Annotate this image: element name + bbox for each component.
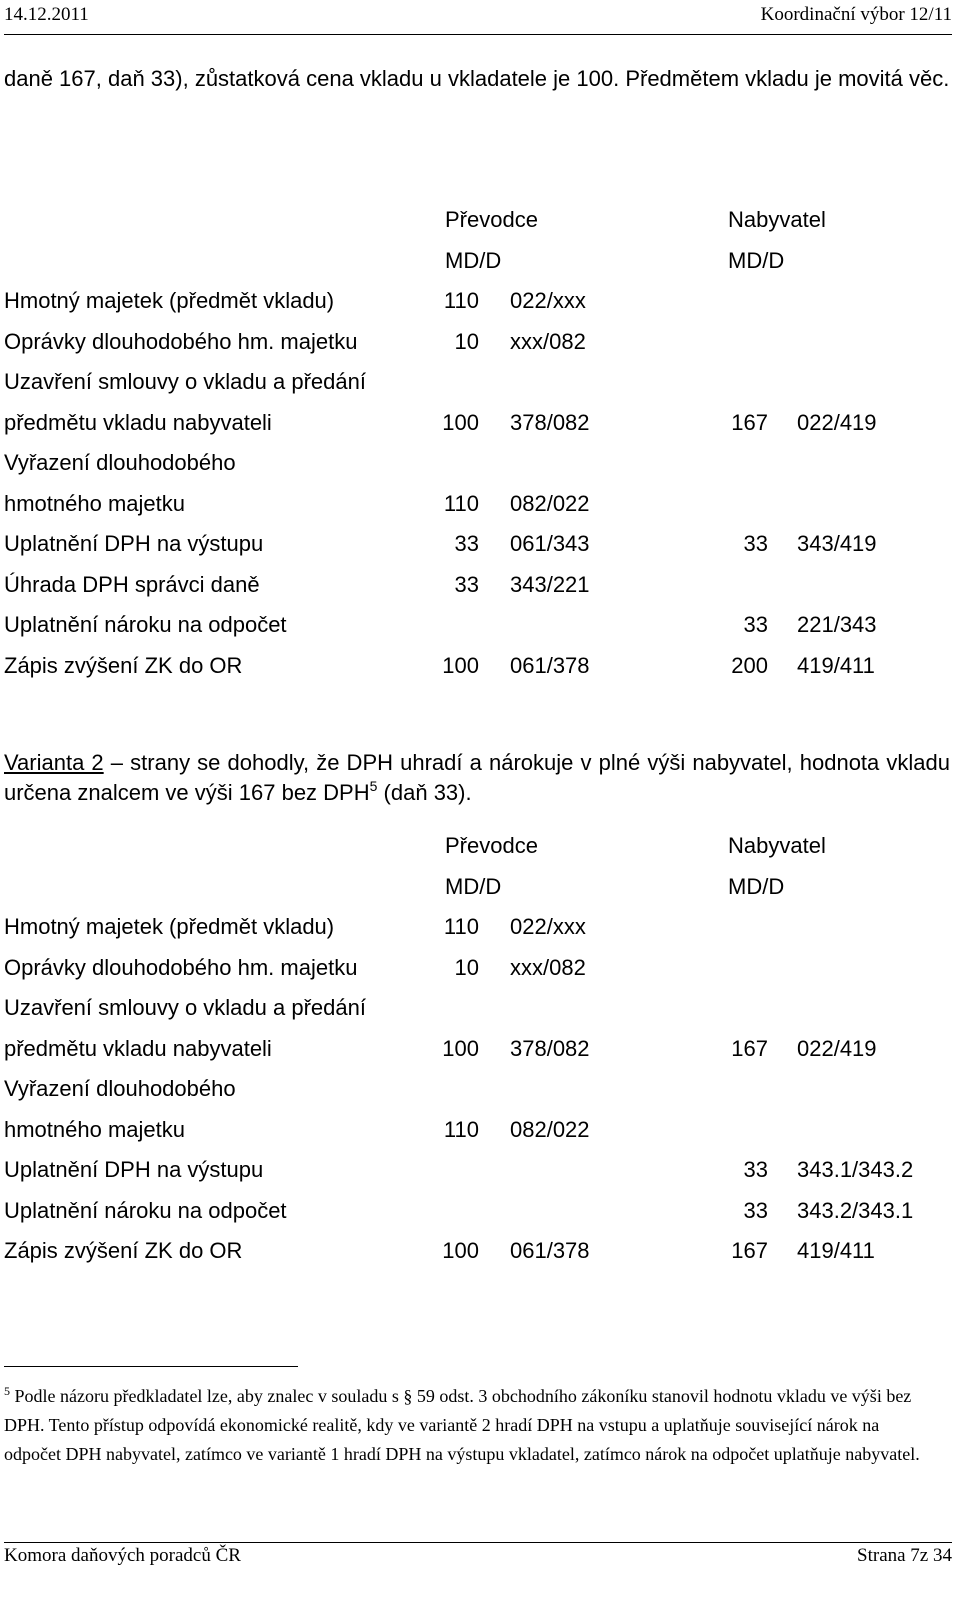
column-header-transferor: Převodce [445,207,538,232]
table-row [0,1029,960,1069]
row-label: Hmotný majetek (předmět vkladu) [4,914,335,939]
table-row [0,484,960,524]
transferor-amount: 100 [442,409,479,435]
column-subheader-md-d: MD/D [728,247,785,273]
row-label: hmotného majetku [4,490,185,516]
acquirer-amount: 167 [731,409,768,435]
transferor-accounts: 061/378 [510,1238,590,1263]
variant-2-text: – strany se dohodly, že DPH uhradí a nárokuje v plné výši nabyvatel, hodnota vkladu určena znalcem ve výši 167 bez DPH [4,750,950,805]
table-row [0,1231,960,1271]
acquirer-amount: 167 [731,1035,768,1061]
row-label: Oprávky dlouhodobého hm. majetku [4,328,358,354]
column-subheader-md-d: MD/D [445,873,502,899]
row-label: Uzavření smlouvy o vkladu a předání [4,369,366,394]
row-label: předmětu vkladu nabyvateli [4,409,272,435]
header-divider [4,34,952,35]
transferor-amount: 33 [454,571,479,597]
transferor-amount: 100 [442,1035,479,1061]
footnote [4,1382,934,1469]
transferor-accounts: 082/022 [510,490,590,516]
table-row [0,605,960,645]
table-row [0,443,960,483]
header-date: 14.12.2011 [4,4,89,25]
table-subheader-row [0,867,960,907]
acquirer-accounts: 022/419 [797,1035,877,1061]
row-label: Zápis zvýšení ZK do OR [4,1238,243,1263]
transferor-amount: 33 [454,531,479,556]
table-header-row [0,826,960,866]
footnote-divider [4,1366,298,1367]
table-row [0,1110,960,1150]
transferor-accounts: 061/378 [510,652,590,678]
footer-page-number: Strana 7z 34 [857,1545,952,1566]
table-row [0,988,960,1028]
acquirer-accounts: 419/411 [797,652,875,678]
transferor-accounts: 061/343 [510,531,590,556]
row-label: předmětu vkladu nabyvateli [4,1035,272,1061]
footer-organization: Komora daňových poradců ČR [4,1545,241,1566]
transferor-amount: 110 [443,1116,479,1142]
acquirer-amount: 200 [731,652,768,678]
transferor-amount: 100 [442,1238,479,1263]
transferor-amount: 110 [443,490,479,516]
row-label: Hmotný majetek (předmět vkladu) [4,288,335,313]
footnote-text: Podle názoru předkladatel lze, aby znalec v souladu s § 59 odst. 3 obchodního zákoníku stanovil hodnotu vkladu ve výši bez DPH. Tento přístup odpovídá ekonomické realitě, kdy ve variantě 2 hradí DPH na vstupu a uplatňuje související nárok na odpočet DPH nabyvatel, zatímco ve variantě 1 hradí DPH na výstupu vkladatel, zatímco nárok na odpočet uplatňuje nabyvatel. [4,1386,920,1464]
variant-2-label: Varianta 2 [4,750,104,775]
table-row [0,362,960,402]
acquirer-accounts: 343.1/343.2 [797,1157,914,1182]
table-row [0,524,960,564]
table-row [0,646,960,686]
row-label: Zápis zvýšení ZK do OR [4,652,243,678]
row-label: Uplatnění nároku na odpočet [4,612,287,637]
column-subheader-md-d: MD/D [728,873,785,899]
acquirer-accounts: 022/419 [797,409,877,435]
transferor-amount: 10 [454,328,479,354]
column-header-transferor: Převodce [445,833,538,858]
row-label: Oprávky dlouhodobého hm. majetku [4,954,358,980]
table-row [0,1191,960,1231]
column-header-acquirer: Nabyvatel [728,207,826,232]
table-header-row [0,200,960,240]
table-subheader-row [0,241,960,281]
variant-2-paragraph [4,748,950,808]
row-label: Vyřazení dlouhodobého [4,450,236,475]
acquirer-amount: 33 [743,1197,768,1223]
row-label: Vyřazení dlouhodobého [4,1076,236,1101]
transferor-accounts: 022/xxx [510,288,586,313]
transferor-accounts: xxx/082 [510,328,586,354]
table-row [0,565,960,605]
transferor-accounts: 378/082 [510,409,590,435]
transferor-amount: 100 [442,652,479,678]
table-row [0,281,960,321]
acquirer-accounts: 419/411 [797,1238,875,1263]
row-label: hmotného majetku [4,1116,185,1142]
column-subheader-md-d: MD/D [445,247,502,273]
row-label: Uplatnění DPH na výstupu [4,531,264,556]
table-row [0,948,960,988]
row-label: Uzavření smlouvy o vkladu a předání [4,995,366,1020]
transferor-accounts: 082/022 [510,1116,590,1142]
acquirer-amount: 167 [731,1238,768,1263]
transferor-accounts: 343/221 [510,571,590,597]
variant-2-text-end: (daň 33). [383,780,472,805]
transferor-amount: 10 [454,954,479,980]
transferor-amount: 110 [443,288,479,313]
acquirer-amount: 33 [743,1157,768,1182]
transferor-amount: 110 [443,914,479,939]
acquirer-amount: 33 [743,531,768,556]
acquirer-accounts: 343.2/343.1 [797,1197,914,1223]
row-label: Úhrada DPH správci daně [4,571,260,597]
table-row [0,907,960,947]
row-label: Uplatnění DPH na výstupu [4,1157,264,1182]
footer-divider [4,1542,952,1543]
intro-paragraph: daně 167, daň 33), zůstatková cena vkladu u vkladatele je 100. Předmětem vkladu je movitá věc. [4,66,950,91]
acquirer-accounts: 343/419 [797,531,877,556]
transferor-accounts: xxx/082 [510,954,586,980]
row-label: Uplatnění nároku na odpočet [4,1197,287,1223]
header-committee: Koordinační výbor 12/11 [760,4,952,25]
transferor-accounts: 378/082 [510,1035,590,1061]
footnote-number: 5 [4,1384,10,1398]
table-row [0,322,960,362]
acquirer-amount: 33 [743,612,768,637]
transferor-accounts: 022/xxx [510,914,586,939]
footnote-reference[interactable]: 5 [369,778,378,794]
table-row [0,1150,960,1190]
table-row [0,403,960,443]
column-header-acquirer: Nabyvatel [728,833,826,858]
table-row [0,1069,960,1109]
acquirer-accounts: 221/343 [797,612,877,637]
